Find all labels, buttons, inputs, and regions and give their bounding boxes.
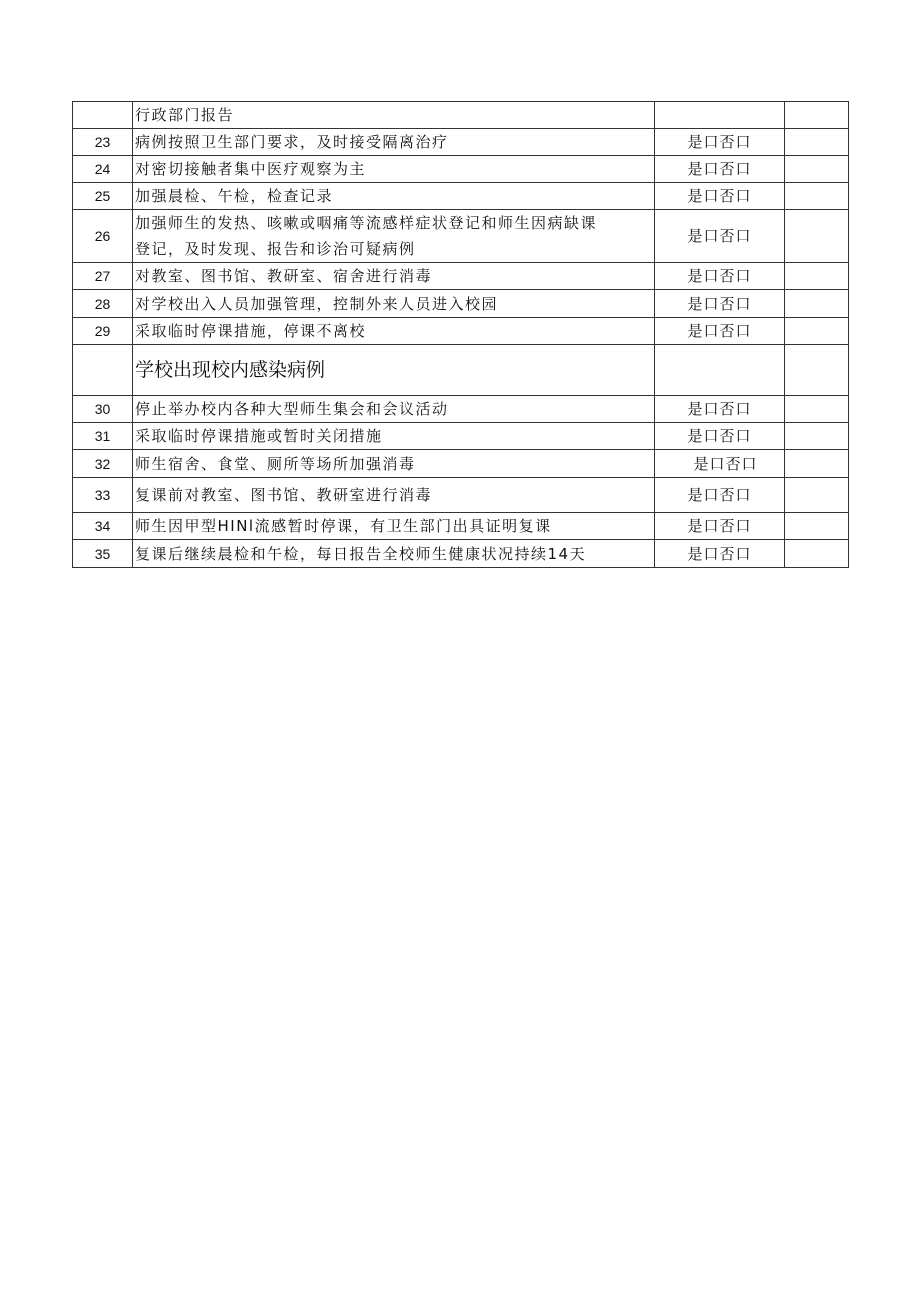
remark-cell[interactable] (785, 540, 849, 568)
yes-no-checkbox[interactable]: 是口否口 (655, 129, 785, 156)
row-number: 27 (73, 263, 133, 290)
remark-cell[interactable] (785, 156, 849, 183)
remark-cell[interactable] (785, 183, 849, 210)
row-number (73, 102, 133, 129)
table-row (73, 102, 849, 129)
item-text: 对学校出入人员加强管理，控制外来人员进入校园 (133, 290, 655, 318)
row-number: 26 (73, 210, 133, 263)
row-number: 24 (73, 156, 133, 183)
remark-cell[interactable] (785, 290, 849, 318)
remark-cell[interactable] (785, 478, 849, 513)
item-text-line: 加强师生的发热、咳嗽或咽痛等流感样症状登记和师生因病缺课 (135, 214, 598, 232)
table-row (73, 513, 849, 540)
remark-cell[interactable] (785, 513, 849, 540)
table-row (73, 478, 849, 513)
item-text: 行政部门报告 (133, 102, 655, 129)
row-number (73, 345, 133, 396)
row-number: 25 (73, 183, 133, 210)
remark-cell[interactable] (785, 210, 849, 263)
table-row (73, 129, 849, 156)
remark-cell[interactable] (785, 263, 849, 290)
item-text: 对教室、图书馆、教研室、宿舍进行消毒 (133, 263, 655, 290)
yes-no-checkbox[interactable]: 是口否口 (655, 263, 785, 290)
remark-cell[interactable] (785, 423, 849, 450)
item-text: 采取临时停课措施，停课不离校 (133, 318, 655, 345)
remark-cell[interactable] (785, 450, 849, 478)
checklist-table (72, 101, 849, 568)
row-number: 33 (73, 478, 133, 513)
table-row (73, 423, 849, 450)
remark-cell[interactable] (785, 318, 849, 345)
item-text: 采取临时停课措施或暂时关闭措施 (133, 423, 655, 450)
row-number: 35 (73, 540, 133, 568)
item-text: 加强晨检、午检，检查记录 (133, 183, 655, 210)
yes-no-checkbox[interactable]: 是口否口 (655, 478, 785, 513)
yes-no-checkbox[interactable]: 是口否口 (655, 183, 785, 210)
section-title: 学校出现校内感染病例 (133, 345, 655, 396)
item-text: 复课后继续晨检和午检，每日报告全校师生健康状况持续14天 (133, 540, 655, 568)
table-row (73, 450, 849, 478)
item-text: 复课前对教室、图书馆、教研室进行消毒 (133, 478, 655, 513)
yes-no-checkbox[interactable]: 是口否口 (655, 540, 785, 568)
table-row (73, 290, 849, 318)
yes-no-checkbox[interactable]: 是口否口 (655, 156, 785, 183)
section-row (73, 345, 849, 396)
yes-no-checkbox[interactable] (655, 102, 785, 129)
row-number: 28 (73, 290, 133, 318)
table-row (73, 156, 849, 183)
remark-cell[interactable] (785, 345, 849, 396)
row-number: 31 (73, 423, 133, 450)
row-number: 30 (73, 396, 133, 423)
item-text (133, 210, 655, 263)
item-text: 对密切接触者集中医疗观察为主 (133, 156, 655, 183)
table-row (73, 263, 849, 290)
table-row (73, 540, 849, 568)
table-row (73, 318, 849, 345)
yes-no-checkbox[interactable]: 是口否口 (655, 290, 785, 318)
table-row (73, 183, 849, 210)
yes-no-checkbox[interactable]: 是口否口 (655, 513, 785, 540)
item-text: 师生宿舍、食堂、厕所等场所加强消毒 (133, 450, 655, 478)
yes-no-checkbox[interactable] (655, 345, 785, 396)
row-number: 23 (73, 129, 133, 156)
item-text: 师生因甲型HINl流感暂时停课，有卫生部门出具证明复课 (133, 513, 655, 540)
yes-no-checkbox[interactable]: 是口否口 (655, 450, 785, 478)
item-text: 停止举办校内各种大型师生集会和会议活动 (133, 396, 655, 423)
yes-no-checkbox[interactable]: 是口否口 (655, 318, 785, 345)
row-number: 32 (73, 450, 133, 478)
checklist-body (73, 102, 849, 568)
row-number: 34 (73, 513, 133, 540)
table-row (73, 210, 849, 263)
item-text-line: 登记，及时发现、报告和诊治可疑病例 (135, 240, 416, 258)
remark-cell[interactable] (785, 396, 849, 423)
yes-no-checkbox[interactable]: 是口否口 (655, 423, 785, 450)
remark-cell[interactable] (785, 102, 849, 129)
row-number: 29 (73, 318, 133, 345)
table-row (73, 396, 849, 423)
yes-no-checkbox[interactable]: 是口否口 (655, 396, 785, 423)
yes-no-checkbox[interactable]: 是口否口 (655, 210, 785, 263)
item-text: 病例按照卫生部门要求，及时接受隔离治疗 (133, 129, 655, 156)
remark-cell[interactable] (785, 129, 849, 156)
